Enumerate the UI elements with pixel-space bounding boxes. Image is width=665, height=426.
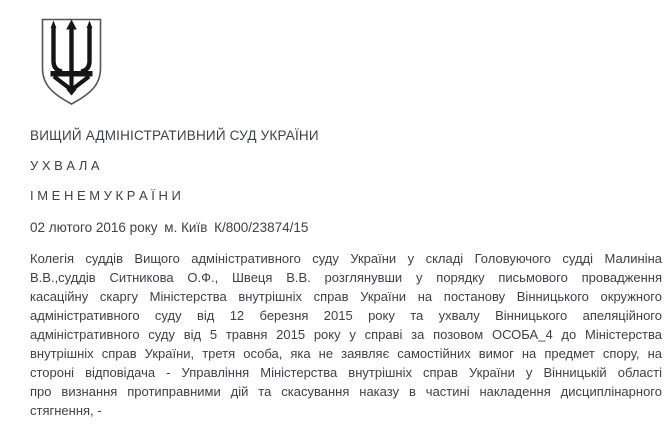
- ukraine-coat-of-arms: [38, 16, 105, 108]
- decision-text-line: Колегія суддів Вищого адміністративного суду України у складі Головуючого судді Малиніна: [30, 251, 662, 266]
- decision-text-line: стягнення, -: [30, 403, 102, 418]
- decision-text-line: В.В.,суддів Ситникова О.Ф., Швеця В.В. розглянувши у порядку письмового провадження: [30, 270, 662, 285]
- document-type-heading: У Х В А Л А: [30, 158, 100, 173]
- decision-body: [30, 249, 662, 420]
- decision-place: м. Київ: [164, 220, 208, 235]
- decision-text-line: стороні відповідача - Управління Міністерства внутрішніх справ України у Вінницькій області: [30, 365, 662, 380]
- decision-date: 02 лютого 2016 року: [30, 220, 158, 235]
- trident-icon: [38, 16, 105, 108]
- decision-text-line: адміністративного суду від 5 травня 2015 року у справі за позовом ОСОБА_4 до Міністерства: [30, 327, 662, 342]
- court-name: ВИЩИЙ АДМІНІСТРАТИВНИЙ СУД УКРАЇНИ: [30, 128, 319, 143]
- decision-text-line: адміністративного суду від 12 березня 2015 року та ухвалу Вінницького апеляційного: [30, 308, 662, 323]
- document-content: [30, 128, 662, 420]
- case-number: К/800/23874/15: [214, 220, 309, 235]
- decision-text-line: про визнання протиправними дій та скасування наказу в частині накладення дисциплінарного: [30, 384, 662, 399]
- in-the-name-of-ukraine-heading: І М Е Н Е М У К Р А Ї Н И: [30, 188, 181, 203]
- date-place-case-line: [30, 220, 662, 235]
- decision-text-line: касаційну скаргу Міністерства внутрішніх справ України на постанову Вінницького окружного: [30, 289, 662, 304]
- decision-text-line: внутрішніх справ України, третя особа, яка не заявляє самостійних вимог на предмет спору, на: [30, 346, 662, 361]
